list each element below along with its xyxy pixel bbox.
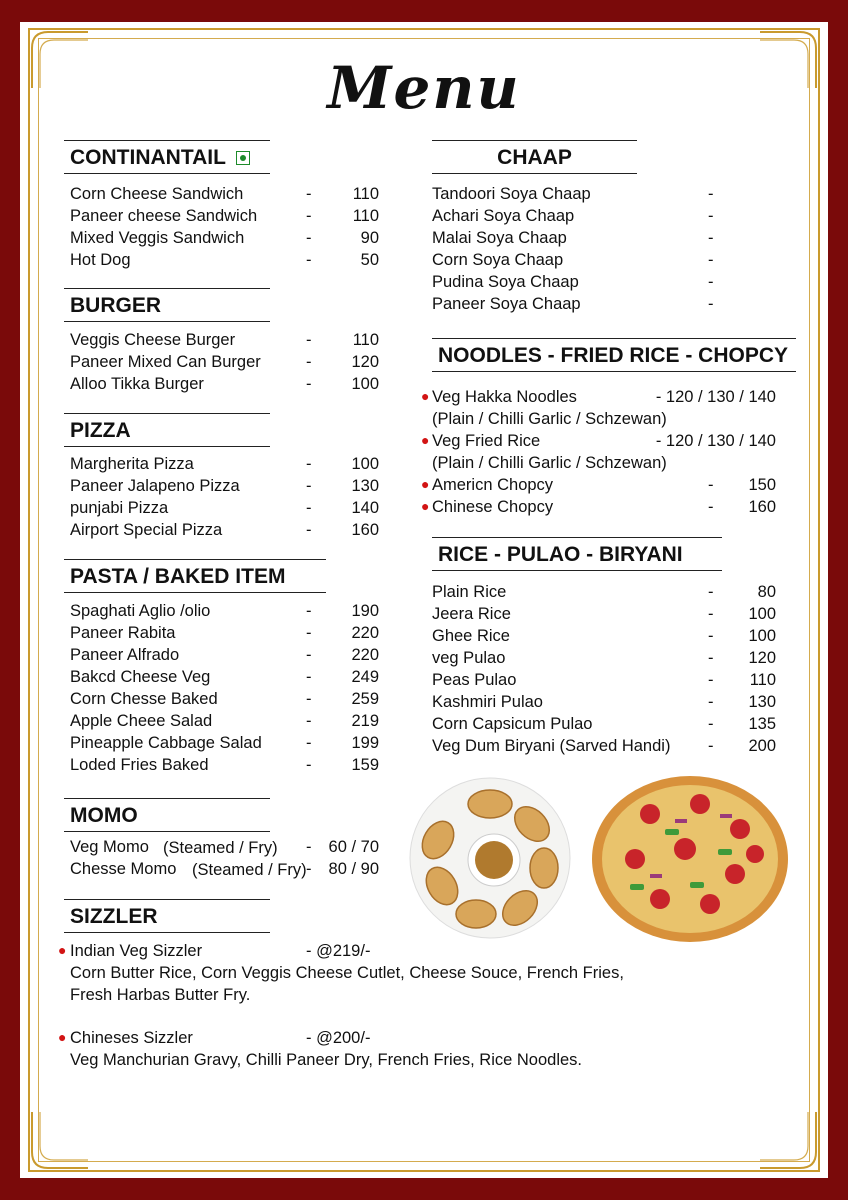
menu-item-dash: - bbox=[708, 185, 714, 203]
menu-item-name: Chesse Momo bbox=[70, 860, 177, 878]
section-heading-pasta: PASTA / BAKED ITEM bbox=[64, 559, 326, 593]
menu-item-name: Hot Dog bbox=[70, 251, 131, 269]
menu-item-name: Plain Rice bbox=[432, 583, 507, 601]
corner-ornament-icon bbox=[30, 1110, 90, 1170]
menu-item-name: Pineapple Cabbage Salad bbox=[70, 734, 262, 752]
bullet-icon: ● bbox=[421, 476, 430, 492]
menu-item-name: Apple Cheee Salad bbox=[70, 712, 213, 730]
menu-item-price: 130 bbox=[748, 693, 776, 711]
menu-item-dash: - bbox=[708, 251, 714, 269]
menu-item-name: Achari Soya Chaap bbox=[432, 207, 575, 225]
menu-item-name: Paneer Mixed Can Burger bbox=[70, 353, 261, 371]
menu-item-name: Paneer Soya Chaap bbox=[432, 295, 581, 313]
menu-item-price: 200 bbox=[748, 737, 776, 755]
menu-item-dash: - bbox=[708, 295, 714, 313]
pizza-image bbox=[590, 774, 790, 944]
menu-item-name: Veg Dum Biryani (Sarved Handi) bbox=[432, 737, 671, 755]
menu-item-name: Peas Pulao bbox=[432, 671, 517, 689]
menu-item-dash: - bbox=[708, 737, 714, 755]
bullet-icon: ● bbox=[421, 432, 430, 448]
menu-item-price: 110 bbox=[352, 331, 379, 349]
menu-item-price: 160 bbox=[351, 521, 379, 539]
menu-item-name: Corn Soya Chaap bbox=[432, 251, 564, 269]
menu-item-price: 100 bbox=[748, 627, 776, 645]
menu-item-dash: - bbox=[306, 229, 312, 247]
menu-item-name: Corn Chesse Baked bbox=[70, 690, 218, 708]
heading-text: CONTINANTAIL bbox=[70, 146, 226, 169]
menu-item-name: punjabi Pizza bbox=[70, 499, 169, 517]
menu-item-price: 60 / 70 bbox=[328, 838, 379, 856]
menu-item-name: veg Pulao bbox=[432, 649, 506, 667]
menu-item-name: Malai Soya Chaap bbox=[432, 229, 567, 247]
menu-item-price: 90 bbox=[360, 229, 379, 247]
menu-item-dash: - bbox=[306, 668, 312, 686]
menu-item-price: 120 bbox=[748, 649, 776, 667]
menu-item-price: 219 bbox=[351, 712, 379, 730]
menu-item-name: Veg Fried Rice bbox=[432, 432, 541, 450]
menu-item-dash: - bbox=[306, 207, 312, 225]
menu-item-dash: - bbox=[306, 712, 312, 730]
menu-item-dash: - bbox=[306, 646, 312, 664]
corner-ornament-icon bbox=[758, 1110, 818, 1170]
menu-item-price: 130 bbox=[351, 477, 379, 495]
menu-item-name: Jeera Rice bbox=[432, 605, 511, 623]
menu-item-price: 160 bbox=[748, 498, 776, 516]
menu-item-dash: - bbox=[306, 499, 312, 517]
menu-item-price: 50 bbox=[360, 251, 379, 269]
menu-item-dash: - bbox=[306, 624, 312, 642]
menu-item-name: Americn Chopcy bbox=[432, 476, 554, 494]
menu-item-name: Veg Hakka Noodles bbox=[432, 388, 577, 406]
menu-item-name: Corn Cheese Sandwich bbox=[70, 185, 244, 203]
section-heading-continental bbox=[64, 140, 270, 174]
menu-title: Menu bbox=[327, 54, 521, 122]
menu-item-name: Airport Special Pizza bbox=[70, 521, 223, 539]
menu-item-dash: - bbox=[306, 331, 312, 349]
menu-item-price: 190 bbox=[351, 602, 379, 620]
menu-item-name: Mixed Veggis Sandwich bbox=[70, 229, 245, 247]
menu-item-dash: - bbox=[708, 627, 714, 645]
menu-item-name: Veg Momo bbox=[70, 838, 149, 856]
menu-item-price: 220 bbox=[351, 624, 379, 642]
sizzler-price: - @219/- bbox=[306, 942, 371, 960]
sizzler-description: Corn Butter Rice, Corn Veggis Cheese Cutlet, Cheese Souce, French Fries, bbox=[70, 964, 624, 982]
menu-item-price: 100 bbox=[351, 455, 379, 473]
menu-item-name: Paneer Jalapeno Pizza bbox=[70, 477, 240, 495]
menu-item-dash: - bbox=[708, 693, 714, 711]
menu-item-price: 100 bbox=[351, 375, 379, 393]
menu-item-dash: - bbox=[306, 690, 312, 708]
menu-item-price: 110 bbox=[352, 185, 379, 203]
section-heading-burger: BURGER bbox=[64, 288, 270, 322]
menu-item-price: 249 bbox=[351, 668, 379, 686]
bullet-icon: ● bbox=[421, 498, 430, 514]
section-heading-rice: RICE - PULAO - BIRYANI bbox=[432, 537, 722, 571]
menu-item-dash: - bbox=[306, 477, 312, 495]
sizzler-name: Chineses Sizzler bbox=[70, 1029, 193, 1047]
section-heading-sizzler: SIZZLER bbox=[64, 899, 270, 933]
menu-item-name: Paneer Rabita bbox=[70, 624, 176, 642]
menu-item-price: 220 bbox=[351, 646, 379, 664]
section-heading-pizza: PIZZA bbox=[64, 413, 270, 447]
sizzler-description: Veg Manchurian Gravy, Chilli Paneer Dry, French Fries, Rice Noodles. bbox=[70, 1051, 582, 1069]
menu-item-name: Loded Fries Baked bbox=[70, 756, 209, 774]
menu-item-dash: - bbox=[708, 649, 714, 667]
menu-item-variants: (Plain / Chilli Garlic / Schzewan) bbox=[432, 410, 667, 428]
menu-item-dash: - bbox=[306, 838, 312, 856]
sizzler-description: Fresh Harbas Butter Fry. bbox=[70, 986, 251, 1004]
menu-item-price: 259 bbox=[351, 690, 379, 708]
menu-item-dash: - bbox=[708, 671, 714, 689]
menu-item-price: 159 bbox=[351, 756, 379, 774]
bullet-icon: ● bbox=[58, 1029, 67, 1045]
menu-item-name: Tandoori Soya Chaap bbox=[432, 185, 591, 203]
menu-item-price: 120 bbox=[351, 353, 379, 371]
menu-item-dash: - bbox=[708, 605, 714, 623]
menu-item-name: Spaghati Aglio /olio bbox=[70, 602, 211, 620]
sizzler-price: - @200/- bbox=[306, 1029, 371, 1047]
menu-item-dash: - bbox=[306, 375, 312, 393]
menu-item-dash: - bbox=[306, 521, 312, 539]
menu-item-price: 110 bbox=[749, 671, 776, 689]
menu-item-dash: - bbox=[306, 251, 312, 269]
menu-item-variants: (Plain / Chilli Garlic / Schzewan) bbox=[432, 454, 667, 472]
menu-item-dash: - bbox=[708, 476, 714, 494]
menu-item-name: Kashmiri Pulao bbox=[432, 693, 543, 711]
menu-item-price: 135 bbox=[748, 715, 776, 733]
menu-item-price: - 120 / 130 / 140 bbox=[655, 388, 776, 406]
menu-item-name: Corn Capsicum Pulao bbox=[432, 715, 593, 733]
menu-item-name: Margherita Pizza bbox=[70, 455, 194, 473]
menu-item-dash: - bbox=[306, 353, 312, 371]
menu-item-dash: - bbox=[306, 185, 312, 203]
veg-symbol-icon bbox=[236, 151, 250, 165]
menu-item-name: Pudina Soya Chaap bbox=[432, 273, 579, 291]
menu-item-price: 100 bbox=[748, 605, 776, 623]
menu-item-dash: - bbox=[306, 602, 312, 620]
menu-item-dash: - bbox=[708, 715, 714, 733]
menu-item-price: 199 bbox=[351, 734, 379, 752]
menu-item-dash: - bbox=[306, 756, 312, 774]
section-heading-noodles: NOODLES - FRIED RICE - CHOPCY bbox=[432, 338, 796, 372]
menu-item-note: (Steamed / Fry) bbox=[163, 839, 278, 857]
menu-item-name: Bakcd Cheese Veg bbox=[70, 668, 211, 686]
menu-item-price: 80 bbox=[757, 583, 776, 601]
section-heading-momo: MOMO bbox=[64, 798, 270, 832]
menu-item-name: Alloo Tikka Burger bbox=[70, 375, 204, 393]
section-heading-chaap: CHAAP bbox=[432, 140, 637, 174]
menu-item-name: Veggis Cheese Burger bbox=[70, 331, 236, 349]
bullet-icon: ● bbox=[58, 942, 67, 958]
menu-item-price: - 120 / 130 / 140 bbox=[655, 432, 776, 450]
menu-item-price: 80 / 90 bbox=[328, 860, 379, 878]
menu-item-dash: - bbox=[708, 229, 714, 247]
menu-item-dash: - bbox=[306, 455, 312, 473]
menu-item-dash: - bbox=[708, 498, 714, 516]
menu-item-price: 110 bbox=[352, 207, 379, 225]
menu-item-price: 150 bbox=[748, 476, 776, 494]
menu-item-dash: - bbox=[306, 860, 312, 878]
bullet-icon: ● bbox=[421, 388, 430, 404]
menu-item-price: 140 bbox=[351, 499, 379, 517]
menu-item-name: Chinese Chopcy bbox=[432, 498, 554, 516]
menu-item-name: Paneer Alfrado bbox=[70, 646, 180, 664]
menu-item-note: (Steamed / Fry) bbox=[192, 861, 307, 879]
menu-item-name: Paneer cheese Sandwich bbox=[70, 207, 258, 225]
menu-item-name: Ghee Rice bbox=[432, 627, 510, 645]
sizzler-name: Indian Veg Sizzler bbox=[70, 942, 203, 960]
menu-item-dash: - bbox=[708, 273, 714, 291]
menu-item-dash: - bbox=[306, 734, 312, 752]
menu-item-dash: - bbox=[708, 207, 714, 225]
momo-plate-image bbox=[408, 776, 572, 940]
menu-item-dash: - bbox=[708, 583, 714, 601]
